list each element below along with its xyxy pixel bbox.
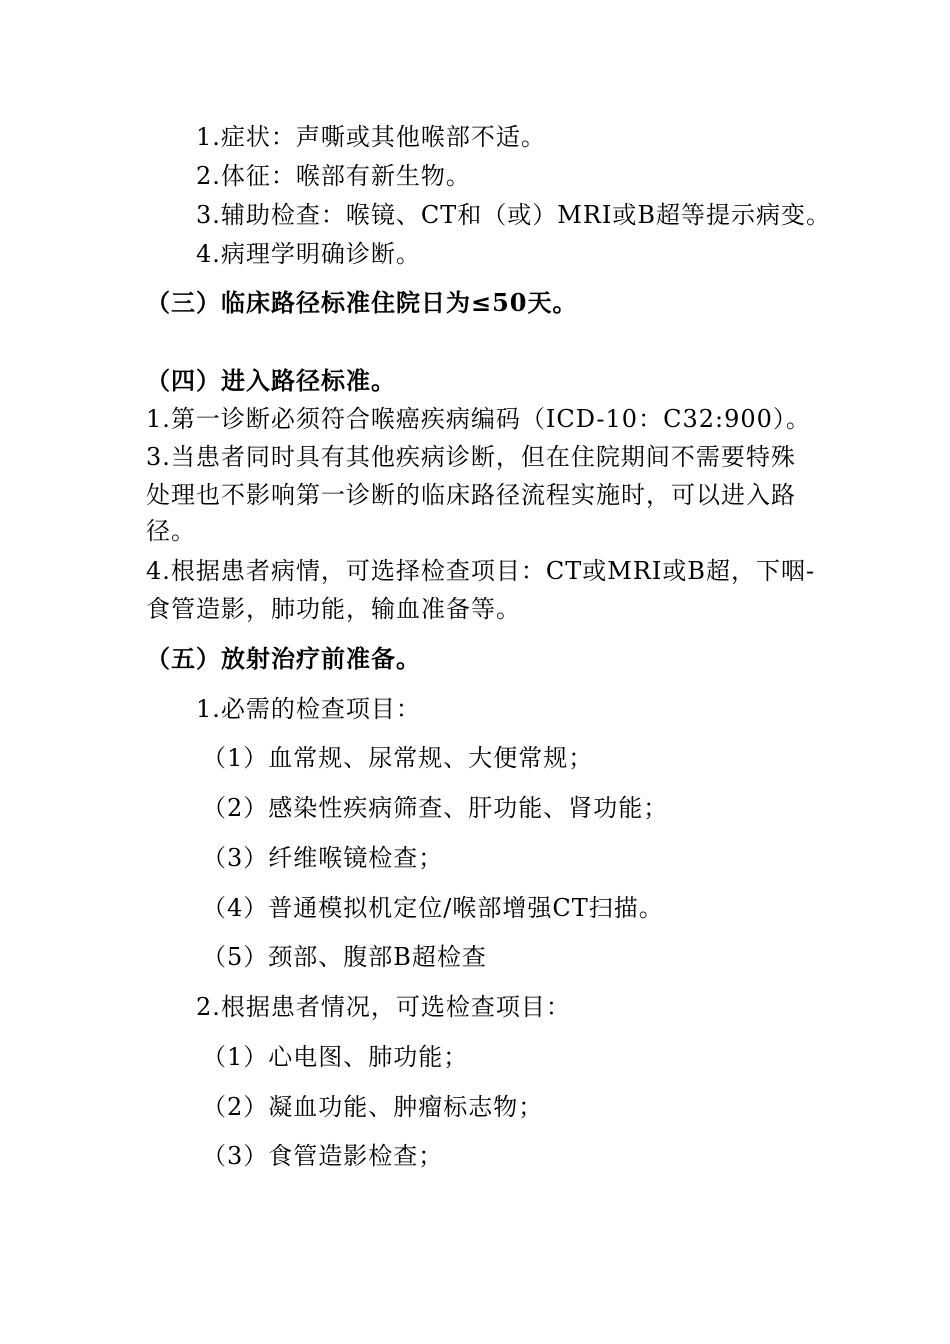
optional-exams-title: 2.根据患者情况，可选检查项目： [196, 993, 571, 1021]
section4-item: 4.根据患者病情，可选择检查项目：CT或MRI或B超，下咽- [146, 557, 816, 585]
diagnosis-item-pathology: 4.病理学明确诊断。 [196, 240, 421, 268]
required-exam-item: （1）血常规、尿常规、大便常规； [202, 744, 594, 772]
section4-item: 径。 [146, 517, 196, 545]
section4-heading: （四）进入路径标准。 [146, 366, 396, 395]
required-exam-item: （3）纤维喉镜检查； [202, 844, 444, 872]
required-exam-item: （5）颈部、腹部B超检查 [202, 943, 487, 971]
section4-item: 3.当患者同时具有其他疾病诊断，但在住院期间不需要特殊 [146, 443, 796, 471]
section4-item: 1.第一诊断必须符合喉癌疾病编码（ICD-10：C32:900）。 [146, 405, 811, 433]
diagnosis-item-sign: 2.体征：喉部有新生物。 [196, 162, 471, 190]
diagnosis-item-auxiliary-exam: 3.辅助检查：喉镜、CT和（或）MRI或B超等提示病变。 [196, 201, 832, 229]
diagnosis-item-symptom: 1.症状：声嘶或其他喉部不适。 [196, 123, 546, 151]
section4-item: 处理也不影响第一诊断的临床路径流程实施时，可以进入路 [146, 481, 796, 509]
required-exams-title: 1.必需的检查项目： [196, 695, 421, 723]
section5-heading: （五）放射治疗前准备。 [146, 644, 421, 673]
optional-exam-item: （3）食管造影检查； [202, 1142, 444, 1170]
required-exam-item: （2）感染性疾病筛查、肝功能、肾功能； [202, 794, 669, 822]
section4-item: 食管造影，肺功能，输血准备等。 [146, 595, 521, 623]
optional-exam-item: （2）凝血功能、肿瘤标志物； [202, 1093, 544, 1121]
section3-heading: （三）临床路径标准住院日为≤50天。 [146, 288, 578, 317]
optional-exam-item: （1）心电图、肺功能； [202, 1043, 469, 1071]
required-exam-item: （4）普通模拟机定位/喉部增强CT扫描。 [202, 894, 664, 922]
